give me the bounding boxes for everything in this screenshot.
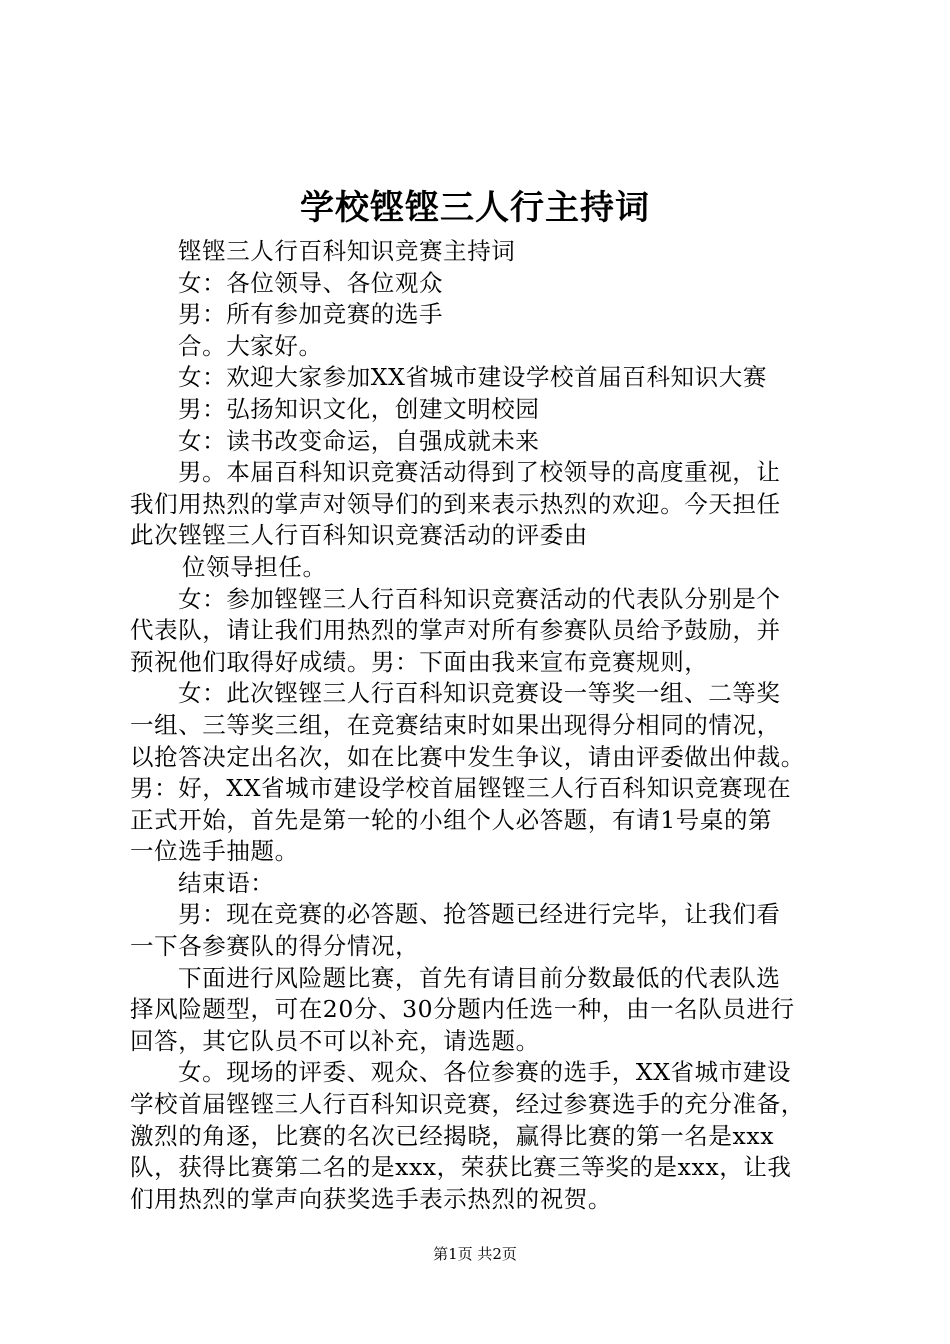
- body-line: 正式开始，首先是第一轮的小组个人必答题，有请1号桌的第: [130, 805, 773, 834]
- body-line: 下面进行风险题比赛，首先有请目前分数最低的代表队选: [178, 963, 781, 992]
- page-footer: 第1页 共2页: [433, 1245, 517, 1263]
- body-line: 学校首届铿铿三人行百科知识竞赛，经过参赛选手的充分准备，: [130, 1090, 805, 1119]
- body-line: 男：好，XX省城市建设学校首届铿铿三人行百科知识竞赛现在: [130, 774, 792, 803]
- document-title: 学校铿铿三人行主持词: [300, 188, 650, 228]
- body-line: 激烈的角逐，比赛的名次已经揭晓，赢得比赛的第一名是xxx: [130, 1121, 775, 1150]
- body-line: 男。本届百科知识竞赛活动得到了校领导的高度重视，让: [178, 458, 781, 487]
- body-line: 位领导担任。: [182, 552, 327, 581]
- body-line: 铿铿三人行百科知识竞赛主持词: [178, 237, 516, 265]
- body-line: 预祝他们取得好成绩。男：下面由我来宣布竞赛规则，: [130, 647, 709, 676]
- body-line: 我们用热烈的掌声对领导们的到来表示热烈的欢迎。今天担任: [130, 489, 781, 518]
- body-line: 一下各参赛队的得分情况，: [130, 932, 420, 961]
- body-line: 女：参加铿铿三人行百科知识竞赛活动的代表队分别是个: [178, 584, 781, 613]
- body-line: 队，获得比赛第二名的是xxx，荣获比赛三等奖的是xxx，让我: [130, 1153, 792, 1182]
- body-line: 们用热烈的掌声向获奖选手表示热烈的祝贺。: [130, 1184, 612, 1213]
- body-line: 男：弘扬知识文化，创建文明校园: [178, 394, 540, 423]
- body-line: 女：此次铿铿三人行百科知识竞赛设一等奖一组、二等奖: [178, 679, 781, 708]
- document-body: [130, 236, 840, 1215]
- body-line: 男：现在竞赛的必答题、抢答题已经进行完毕，让我们看: [178, 900, 781, 929]
- body-line: 结束语：: [178, 868, 275, 897]
- body-line: 女：欢迎大家参加XX省城市建设学校首届百科知识大赛: [178, 363, 767, 392]
- body-line: 女：读书改变命运，自强成就未来: [178, 426, 540, 455]
- body-line: 女：各位领导、各位观众: [178, 268, 444, 297]
- body-line: 回答，其它队员不可以补充，请选题。: [130, 1026, 540, 1055]
- body-line: 代表队，请让我们用热烈的掌声对所有参赛队员给予鼓励，并: [130, 616, 781, 645]
- body-line: 一组、三等奖三组，在竞赛结束时如果出现得分相同的情况，: [130, 710, 781, 739]
- body-line: 一位选手抽题。: [130, 837, 299, 866]
- body-line: 女。现场的评委、观众、各位参赛的选手，XX省城市建设: [178, 1058, 792, 1087]
- body-line: 男：所有参加竞赛的选手: [178, 300, 444, 329]
- body-line: 合。大家好。: [178, 331, 323, 360]
- body-line: 择风险题型，可在20分、30分题内任选一种，由一名队员进行: [130, 995, 795, 1024]
- body-line: 以抢答决定出名次，如在比赛中发生争议，请由评委做出仲裁。: [130, 742, 805, 771]
- body-line: 此次铿铿三人行百科知识竞赛活动的评委由: [130, 521, 588, 550]
